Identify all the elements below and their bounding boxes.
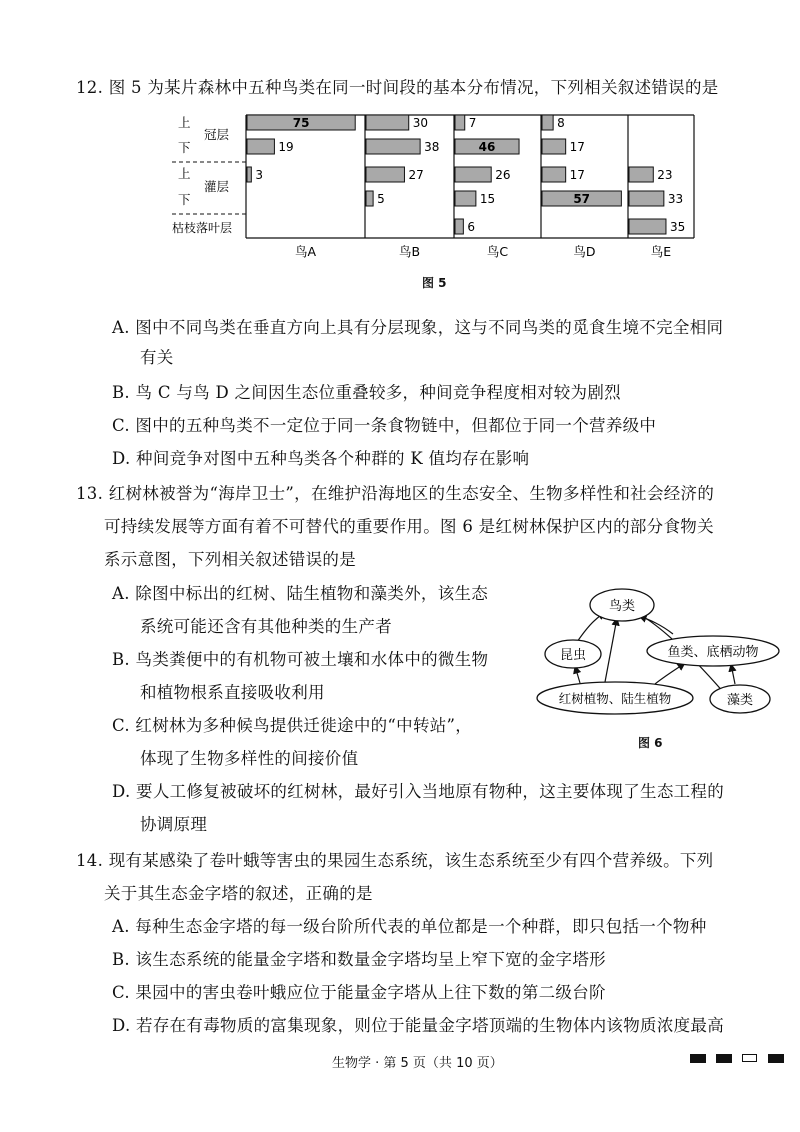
- fig5-bar-0-1: [247, 139, 274, 154]
- fig5-bar-label-2-2: 26: [495, 168, 511, 182]
- fig5-bar-0-2: [247, 167, 251, 182]
- q12-number: 12.: [76, 78, 104, 97]
- node-algae: [710, 685, 770, 713]
- fig5-label-crown: 冠层: [204, 127, 230, 142]
- q13-option-b: B. 鸟类粪便中的有机物可被土壤和水体中的微生物: [112, 650, 489, 669]
- fig5-bar-3-1: [542, 139, 566, 154]
- fig5-bar-4-4: [629, 219, 666, 234]
- fig5-bar-2-3: [455, 191, 476, 206]
- footer-mark-3: [742, 1054, 757, 1062]
- fig5-bar-label-0-2: 3: [255, 168, 263, 182]
- page-footer: 生物学 · 第 5 页（共 10 页）: [332, 1056, 503, 1071]
- fig5-bar-1-2: [366, 167, 404, 182]
- fig5-bar-label-1-2: 27: [408, 168, 424, 182]
- q12-option-d: D. 种间竞争对图中五种鸟类各个种群的 K 值均存在影响: [112, 449, 530, 468]
- footer-mark-2: [716, 1054, 732, 1063]
- fig5-bar-label-2-3: 15: [479, 192, 496, 206]
- fig5-bar-2-2: [455, 167, 491, 182]
- fig5-bar-1-0: [366, 115, 409, 130]
- q12-stem: 12. 图 5 为某片森林中五种鸟类在同一时间段的基本分布情况，下列相关叙述错误的是: [76, 78, 719, 97]
- fig5-bar-label-3-3: 57: [573, 192, 591, 206]
- fig5-bar-label-3-2: 17: [569, 168, 585, 182]
- fig5-bar-label-2-0: 7: [468, 116, 477, 130]
- figure5-chart: [172, 112, 696, 262]
- node-algae-label: 藻类: [726, 693, 754, 708]
- fig5-label-bird-0: 鸟A: [294, 244, 317, 259]
- q13-stem-line1: 13. 红树林被誉为“海岸卫士”，在维护沿海地区的生态安全、生物多样性和社会经济的: [76, 484, 715, 503]
- footer-mark-1: [690, 1054, 706, 1063]
- q13-option-a: A. 除图中标出的红树、陆生植物和藻类外，该生态: [112, 584, 489, 603]
- q12-option-a: A. 图中不同鸟类在垂直方向上具有分层现象，这与不同鸟类的觅食生境不完全相同: [112, 318, 724, 337]
- q13-number: 13.: [76, 484, 104, 503]
- node-fish-label: 鱼类、底栖动物: [667, 645, 759, 660]
- node-plants: [537, 682, 693, 714]
- q12-option-a-cont: 有关: [140, 348, 174, 367]
- fig5-bar-2-4: [455, 219, 463, 234]
- figure6-caption: 图 6: [638, 736, 663, 750]
- footer-mark-4: [768, 1054, 784, 1063]
- node-plants-label: 红树植物、陆生植物: [558, 691, 672, 706]
- node-birds: [590, 589, 654, 621]
- fig5-label-litter: 枯枝落叶层: [172, 221, 233, 235]
- q14-number: 14.: [76, 851, 104, 870]
- q14-option-a: A. 每种生态金字塔的每一级台阶所代表的单位都是一个种群，即只包括一个物种: [112, 917, 707, 936]
- arrow-algae-to-fish: [731, 664, 735, 684]
- q12-option-c: C. 图中的五种鸟类不一定位于同一条食物链中，但都位于同一个营养级中: [112, 416, 657, 435]
- q14-stem-line1: 14. 现有某感染了卷叶蛾等害虫的果园生态系统，该生态系统至少有四个营养级。下列: [76, 851, 714, 870]
- fig5-bar-2-0: [455, 115, 465, 130]
- fig5-label-crown-down: 下: [178, 140, 191, 155]
- arrow-plants-to-fish: [655, 663, 685, 684]
- node-birds-label: 鸟类: [608, 599, 636, 614]
- q13-option-b-cont: 和植物根系直接吸收利用: [140, 683, 325, 702]
- fig5-label-bird-2: 鸟C: [486, 244, 509, 259]
- fig5-bar-label-4-4: 35: [669, 220, 686, 234]
- fig5-bar-label-1-0: 30: [412, 116, 429, 130]
- fig5-bar-label-2-1: 46: [478, 140, 496, 154]
- fig5-label-shrub-down: 下: [178, 192, 191, 207]
- fig5-label-shrub: 灌层: [204, 179, 230, 194]
- fig5-bar-label-1-3: 5: [377, 192, 385, 206]
- fig5-label-bird-4: 鸟E: [650, 244, 672, 259]
- fig5-bar-3-2: [542, 167, 566, 182]
- figure5-caption: 图 5: [422, 276, 447, 290]
- q12-option-b: B. 鸟 C 与鸟 D 之间因生态位重叠较多，种间竞争程度相对较为剧烈: [112, 383, 621, 402]
- fig5-bar-1-3: [366, 191, 373, 206]
- fig5-bar-label-4-3: 33: [667, 192, 684, 206]
- q13-option-d-cont: 协调原理: [140, 815, 208, 834]
- node-insects: [545, 640, 601, 668]
- fig5-label-bird-1: 鸟B: [398, 244, 421, 259]
- fig5-bar-label-1-1: 38: [424, 140, 440, 154]
- q13-stem-line3: 系示意图，下列相关叙述错误的是: [104, 550, 356, 569]
- fig5-bar-4-3: [629, 191, 664, 206]
- q14-option-c: C. 果园中的害虫卷叶蛾应位于能量金字塔从上往下数的第二级台阶: [112, 983, 606, 1002]
- fig5-bar-label-0-0: 75: [292, 116, 310, 130]
- fig5-bar-label-3-0: 8: [557, 116, 565, 130]
- fig5-bar-label-3-1: 17: [569, 140, 585, 154]
- fig5-label-bird-3: 鸟D: [573, 244, 596, 259]
- q14-option-d: D. 若存在有毒物质的富集现象，则位于能量金字塔顶端的生物体内该物质浓度最高: [112, 1016, 725, 1035]
- fig5-bar-label-2-4: 6: [467, 220, 475, 234]
- q13-option-a-cont: 系统可能还含有其他种类的生产者: [140, 617, 392, 636]
- q13-option-c-cont: 体现了生物多样性的间接价值: [140, 749, 359, 768]
- fig5-bar-1-1: [366, 139, 420, 154]
- fig5-bar-4-2: [629, 167, 653, 182]
- figure6-food-web: [535, 578, 785, 738]
- q14-stem-line2: 关于其生态金字塔的叙述，正确的是: [104, 884, 373, 903]
- q13-option-d: D. 要人工修复被破坏的红树林，最好引入当地原有物种，这主要体现了生态工程的: [112, 782, 725, 801]
- q13-stem-line2: 可持续发展等方面有着不可替代的重要作用。图 6 是红树林保护区内的部分食物关: [104, 517, 714, 536]
- fig5-bar-3-0: [542, 115, 553, 130]
- fig5-label-shrub-up: 上: [178, 166, 191, 181]
- fig5-bar-label-4-2: 23: [657, 168, 673, 182]
- node-insects-label: 昆虫: [559, 648, 587, 663]
- q14-option-b: B. 该生态系统的能量金字塔和数量金字塔均呈上窄下宽的金字塔形: [112, 950, 606, 969]
- node-fish: [647, 636, 779, 666]
- q13-option-c: C. 红树林为多种候鸟提供迁徙途中的“中转站”，: [112, 716, 473, 735]
- arrow-plants-to-birds: [605, 618, 617, 682]
- fig5-bar-label-0-1: 19: [278, 140, 294, 154]
- fig5-label-crown-up: 上: [178, 115, 191, 130]
